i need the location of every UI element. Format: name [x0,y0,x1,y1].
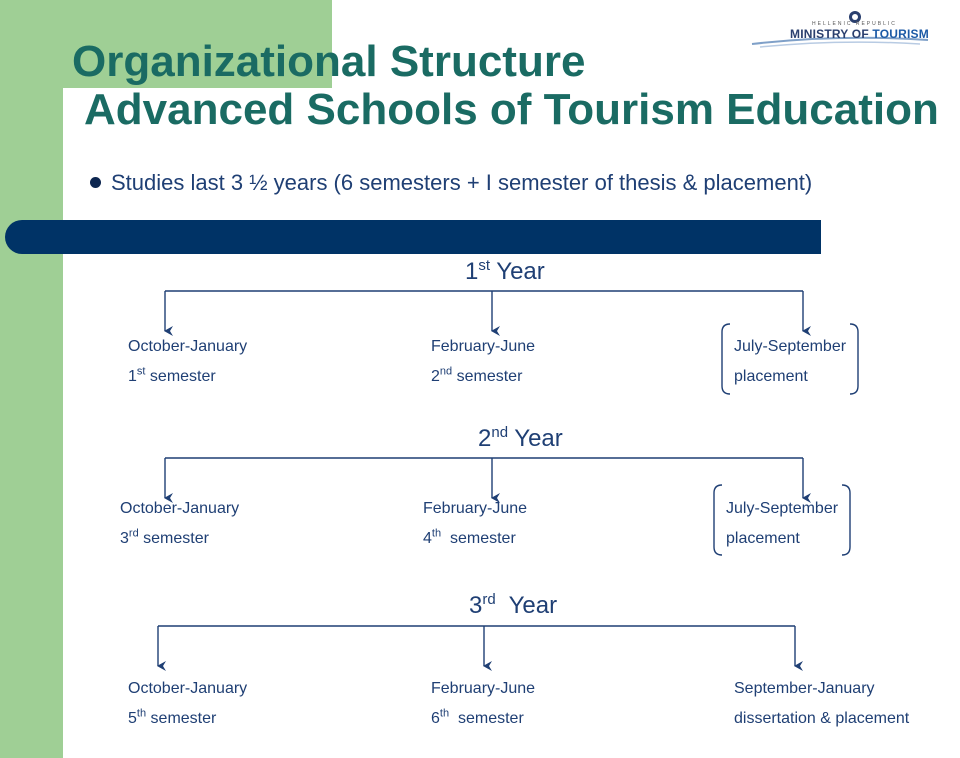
year-2-col-1-semester [120,527,209,548]
year-3-col-2-period: February-June [431,680,536,697]
sem-num: 5 [128,710,137,727]
year-1-word: Year [496,258,545,285]
sem-sup: nd [439,365,453,378]
year-1-col-2-period: February-June [431,338,536,355]
year-3-num: 3 [469,592,483,619]
year-3-col-1-semester [128,707,217,728]
year-2-col-2-semester [423,527,516,548]
year-2-col-3-placement: placement [726,530,800,547]
year-3-word: Year [508,592,558,619]
sem-num: 6 [431,710,440,727]
sem-sup: st [136,365,146,378]
sem-num: 2 [431,368,440,385]
page-title-line-2: Advanced Schools of Tourism Education [84,85,939,134]
sem-word: semester [449,530,516,547]
sem-sup: th [431,527,442,540]
year-1-heading [465,258,545,286]
sem-num: 3 [120,530,129,547]
year-3-col-1-period: October-January [128,680,248,697]
logo-name-part2: TOURISM [872,27,929,41]
year-1-connector [165,291,803,331]
year-2-col-1-period: October-January [120,500,240,517]
year-1-col-1-semester [128,365,216,386]
year-1-col-2-semester [431,365,523,386]
year-2-heading [478,425,563,453]
year-2-col-3-period: July-September [726,500,839,517]
year-1-col-3-placement: placement [734,368,808,385]
sem-num: 1 [128,368,137,385]
logo-name-part1: MINISTRY OF [790,27,873,41]
year-2-sup: nd [491,424,509,441]
sem-sup: th [439,707,450,720]
sem-word: semester [150,710,217,727]
sem-word: semester [456,368,523,385]
year-2-word: Year [514,425,563,452]
year-2-col-2-period: February-June [423,500,528,517]
year-3-heading [469,592,557,620]
year-2-num: 2 [478,425,492,452]
year-1-num: 1 [465,258,479,285]
page-title-line-1: Organizational Structure [72,37,586,86]
sem-word: semester [149,368,216,385]
year-1-col-1-period: October-January [128,338,248,355]
sem-word: semester [143,530,209,547]
sem-sup: rd [128,527,139,540]
year-1-sup: st [478,257,491,274]
year-3-col-3-period: September-January [734,680,875,697]
sem-num: 4 [423,530,432,547]
year-1-col-3-period: July-September [734,338,847,355]
sem-word: semester [457,710,524,727]
year-3-col-3-dissertation: dissertation & placement [734,710,910,727]
year-3-connector [158,626,795,666]
logo-caption: HELLENIC REPUBLIC [812,21,897,27]
year-3-sup: rd [482,591,496,608]
sem-sup: th [136,707,147,720]
year-3-col-2-semester [431,707,524,728]
year-2-connector [165,458,803,498]
bullet-text: Studies last 3 ½ years (6 semesters + I semester of thesis & placement) [111,170,813,195]
